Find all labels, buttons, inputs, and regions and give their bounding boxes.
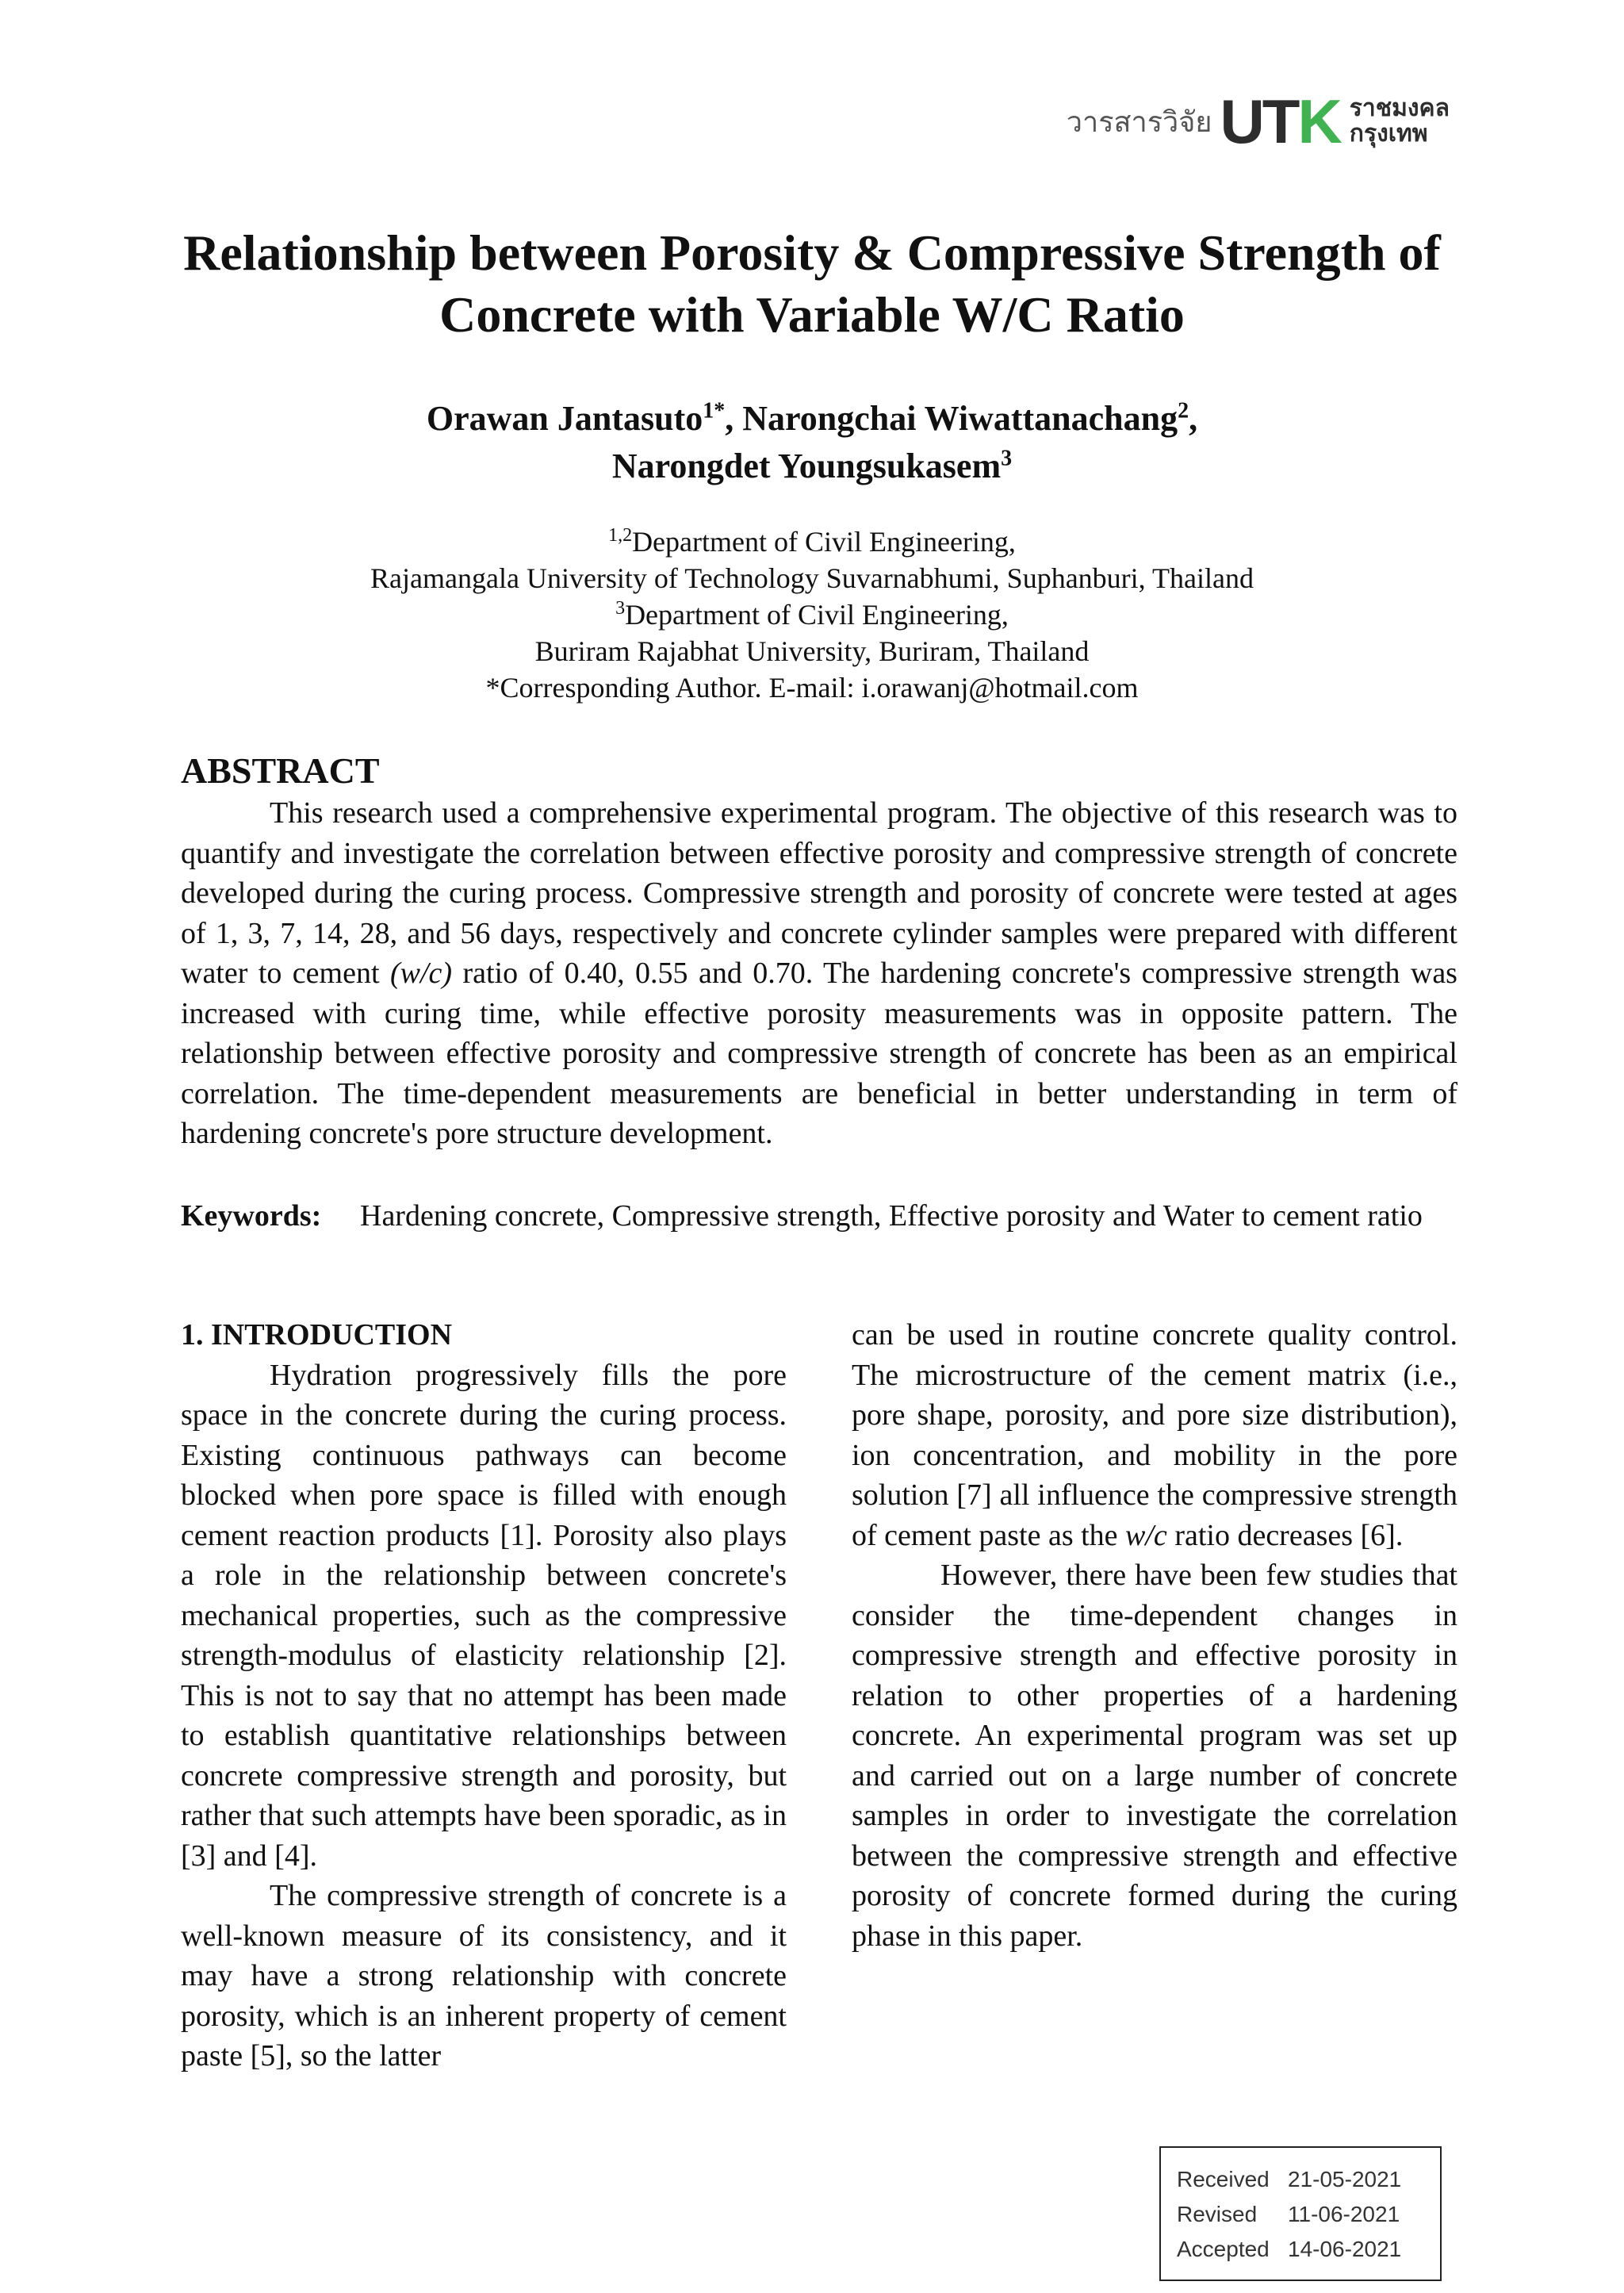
university-name-thai: ราชมงคล กรุงเทพ <box>1349 94 1450 148</box>
date-row-revised: Revised 11-06-2021 <box>1177 2202 1400 2226</box>
date-row-accepted: Accepted 14-06-2021 <box>1177 2237 1402 2261</box>
keywords <box>181 1196 1457 1236</box>
corresponding-author: *Corresponding Author. E-mail: i.orawanj@hotmail.com <box>485 672 1139 704</box>
paper-title: Relationship between Porosity & Compressive Strength of Concrete with Variable W/C Ratio <box>183 224 1441 343</box>
paragraph: However, there have been few studies that consider the time-dependent changes in compressive strength and effective porosity in relation to other properties of a hardening concrete. An experimental program was set up and carried out on a large number of concrete samples in order to investigate the correlation between the compressive strength and effective porosity of concrete formed during the curing phase in this paper. <box>852 1559 1457 1953</box>
author-list: Orawan Jantasuto$^{1*}$, Narongchai Wiwattanachang$^2$, Narongdet Youngsukasem$^3$ <box>426 398 1198 485</box>
keywords-text: Hardening concrete, Compressive strength, Effective porosity and Water to cement ratio <box>360 1199 1423 1233</box>
affiliations: $^{1,2}$Department of Civil Engineering, Rajamangala University of Technology Suvarnabhumi, Suphanburi, Thailand $^3$Department of Civil Engineering, Buriram Rajabhat University, Buriram, Thailand *Corresponding Author. E-mail: i.orawanj@hotmail.com <box>143 523 1481 706</box>
column-right <box>852 1315 1457 1956</box>
paragraph: can be used in routine concrete quality control. The microstructure of the cement matrix (i.e., pore shape, porosity, and pore size distribution), ion concentration, and mobility in the pore solution [7] all influence the compressive strength of cement paste as the w/c ratio decreases [6]. <box>852 1318 1457 1552</box>
date-row-received: Received 21-05-2021 <box>1177 2167 1402 2191</box>
section-heading: 1. INTRODUCTION <box>181 1318 453 1352</box>
author-name: Narongchai Wiwattanachang <box>742 399 1178 438</box>
paragraph: Hydration progressively fills the pore space in the concrete during the curing process. Existing continuous pathways can become blocked when pore space is filled with enough cement reaction products [1]. Porosity also plays a role in the relationship between concrete's mechanical properties, such as the compressive strength-modulus of elasticity relationship [2]. This is not to say that no attempt has been made to establish quantitative relationships between concrete compressive strength and porosity, but rather that such attempts have been sporadic, as in [3] and [4]. <box>181 1358 787 1873</box>
abstract-heading: ABSTRACT <box>181 750 380 791</box>
submission-dates-box <box>1159 2146 1442 2281</box>
author-name: Narongdet Youngsukasem <box>611 447 1002 485</box>
utk-logo-mark: UTK <box>1220 86 1340 156</box>
journal-name-thai: วารสารวิจัย <box>1066 105 1212 139</box>
journal-logo <box>1066 86 1450 156</box>
column-left <box>181 1315 787 2076</box>
paragraph: The compressive strength of concrete is a well-known measure of its consistency, and it may have a strong relationship with concrete porosity, which is an inherent property of cement paste [5], so the latter <box>181 1879 787 2073</box>
abstract-text: This research used a comprehensive experimental program. The objective of this research was to quantify and investigate the correlation between effective porosity and compressive strength of concrete developed during the curing process. Compressive strength and porosity of concrete were tested at ages of 1, 3, 7, 14, 28, and 56 days, respectively and concrete cylinder samples were prepared with different water to cement (w/c) ratio of 0.40, 0.55 and 0.70. The hardening concrete's compressive strength was increased with curing time, while effective porosity measurements was in opposite pattern. The relationship between effective porosity and compressive strength of concrete has been as an empirical correlation. The time-dependent measurements are beneficial in better understanding in term of hardening concrete's pore structure development. <box>181 796 1457 1150</box>
keywords-label: Keywords: <box>181 1199 322 1233</box>
author-name: Orawan Jantasuto <box>426 399 703 438</box>
